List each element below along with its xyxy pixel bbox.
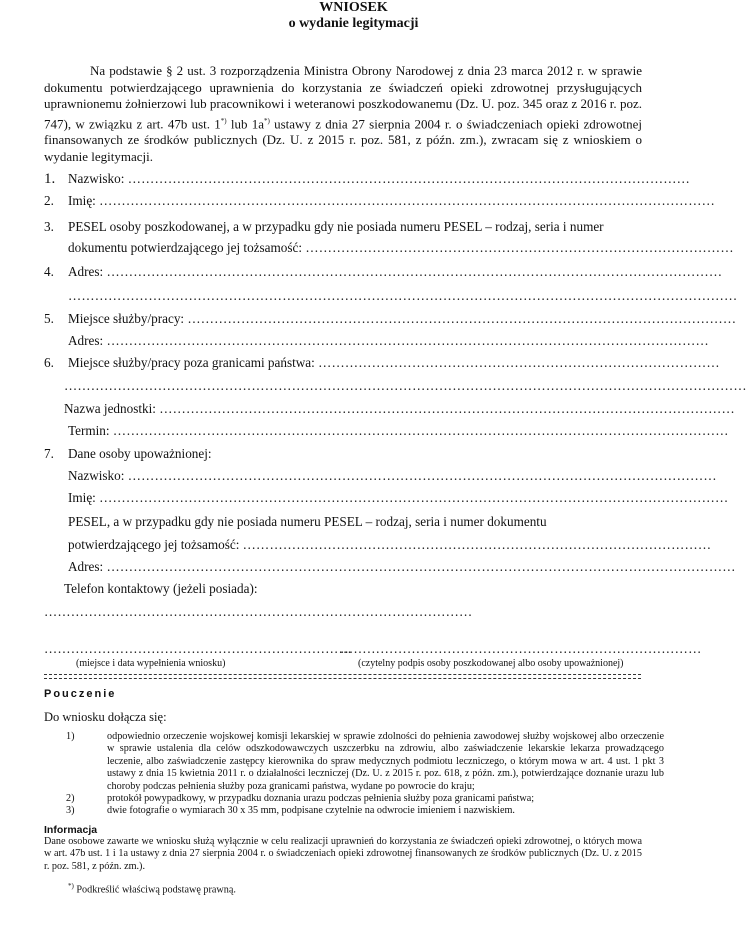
field-pesel[interactable]: dokumentu potwierdzającego jej tożsamość: …………………………………………………………………………………… — [68, 240, 734, 255]
intro-paragraph: Na podstawie § 2 ust. 3 rozporządzenia Ministra Obrony Narodowej z dnia 23 marca 2012 r. w sprawie dokumentu potwierdzającego uprawnienia do korzystania ze świadczeń opieki zdrowotnej przysługujących uprawnionemu żołnierzowi lub pracownikowi i weteranowi poszkodowanemu (Dz. U. poz. 345 oraz z 2016 r. poz. 747), w związku z art. 47b ust. 1*) lub 1a*) ustawy z dnia 27 sierpnia 2004 r. o świadczeniach opieki zdrowotnej finansowanych ze środków publicznych (Dz. U. z 2015 r. poz. 581, z późn. zm.), zwracam się z wnioskiem o wydanie legitymacji. — [44, 63, 642, 164]
signature-caption: (czytelny podpis osoby poszkodowanej albo osoby upoważnionej) — [358, 658, 624, 669]
field-address-line2[interactable]: …………………………………………………………………………………………………………………………………… — [68, 288, 738, 303]
divider-1 — [44, 674, 641, 675]
field-address[interactable]: 4. Adres: ………………………………………………………………………………………………………………………… — [44, 264, 723, 279]
field-name[interactable]: 2. Imię: ………………………………………………………………………………………………………………………… — [44, 193, 715, 208]
field-auth-name[interactable]: Imię: …………………………………………………………………………………………………………………………… — [68, 490, 729, 505]
divider-2 — [44, 678, 641, 679]
field-signature[interactable]: ……………………………………………………………………… — [340, 641, 702, 656]
field-foreign-workplace-line2[interactable]: ……………………………………………………………………………………………………………………………………… — [64, 378, 747, 393]
footnote: *) Podkreślić właściwą podstawę prawną. — [68, 882, 236, 896]
page-subtitle: o wydanie legitymacji — [288, 16, 419, 31]
field-auth-pesel[interactable]: potwierdzającego jej tożsamość: …………………………………………………………………………………………… — [68, 537, 712, 552]
field-foreign-workplace[interactable]: 6. Miejsce służby/pracy poza granicami państwa: ……………………………………………………………………………… — [44, 355, 720, 370]
field-auth-surname[interactable]: Nazwisko: …………………………………………………………………………………………………………………… — [68, 468, 717, 483]
field-term[interactable]: Termin: ………………………………………………………………………………………………………………………… — [68, 423, 729, 438]
field-auth-pesel-label: PESEL, a w przypadku gdy nie posiada numeru PESEL – rodzaj, seria i numer dokumentu — [68, 514, 547, 529]
field-workplace[interactable]: 5. Miejsce służby/pracy: …………………………………………………………………………………………………………… — [44, 311, 737, 326]
field-workplace-address[interactable]: Adres: ……………………………………………………………………………………………………………………… — [68, 333, 709, 348]
pouczenie-heading: Pouczenie — [44, 688, 117, 700]
field-auth-address[interactable]: Adres: …………………………………………………………………………………………………………………………… — [68, 559, 736, 574]
field-place-date[interactable]: …………………………………………………………… — [44, 641, 352, 656]
field-pesel-label: 3. PESEL osoby poszkodowanej, a w przypadku gdy nie posiada numeru PESEL – rodzaj, seria i numer — [44, 219, 604, 234]
phone-label: Telefon kontaktowy (jeżeli posiada): — [64, 581, 258, 596]
authorized-person-heading: 7. Dane osoby upoważnionej: — [44, 446, 212, 461]
pouczenie-lead: Do wniosku dołącza się: — [44, 710, 167, 724]
place-date-caption: (miejsce i data wypełnienia wniosku) — [76, 658, 226, 669]
informacja-heading: Informacja — [44, 824, 98, 836]
informacja-text: Dane osobowe zawarte we wniosku służą wyłącznie w celu realizacji uprawnień do korzystania ze świadczeń opieki zdrowotnej, o których mowa w art. 47b ust. 1 i 1a ustawy z dnia 27 sierpnia 2004 r. o świadczeniach opieki zdrowotnej finansowanych ze środków publicznych (Dz. U. z 2015 r. poz. 581, z późn. zm.). — [44, 836, 642, 872]
attachments-list: 1) odpowiednio orzeczenie wojskowej komisji lekarskiej w sprawie zdolności do pełnienia zawodowej służby wojskowej albo orzeczenie w sprawie ustalenia dla celów odszkodowawczych uszczerbku na zdrowiu, albo zaświadczenie lekarskie lekarza prowadzącego leczenie, albo zaświadczenie zastępcy kierownika do spraw medycznych podmiotu leczniczego, o którym mowa w art. 4 ust. 1 pkt 3 ustawy z dnia 15 kwietnia 2011 r. o działalności leczniczej (Dz. U. z 2015 r. poz. 618, z późn. zm.), potwierdzające doznanie urazu lub choroby podczas pełnienia służby poza granicami państwa, wydane po powrocie do kraju; 2) protokół powypadkowy, w przypadku doznania urazu podczas pełnienia służby poza granicami państwa; 3) dwie fotografie o wymiarach 30 x 35 mm, podpisane czytelnie na odwrocie imieniem i nazwiskiem. — [66, 731, 664, 816]
page-title: WNIOSEK — [319, 0, 388, 15]
field-phone[interactable]: …………………………………………………………………………………… — [44, 604, 473, 619]
field-surname[interactable]: 1. Nazwisko: ……………………………………………………………………………………………………………… — [44, 171, 690, 187]
field-unit-name[interactable]: Nazwa jednostki: ………………………………………………………………………………………………………………… — [64, 401, 735, 416]
